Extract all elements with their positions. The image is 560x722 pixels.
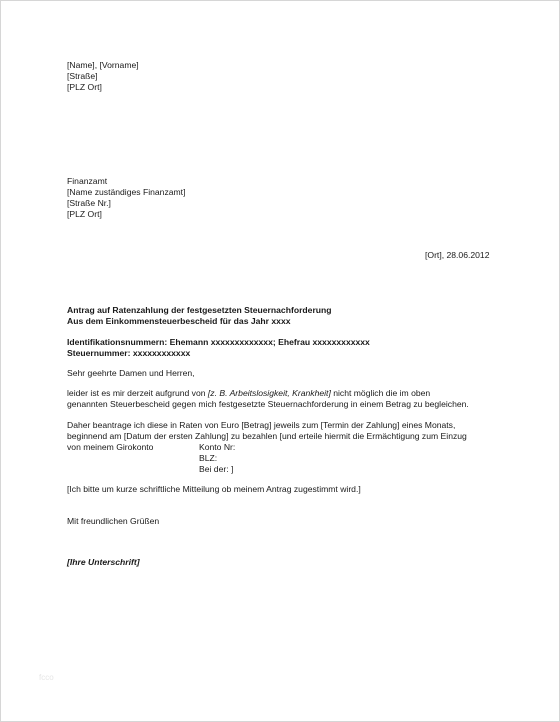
paragraph-2-line-2: beginnend am [Datum der ersten Zahlung] zu bezahlen [und erteile hiermit die Ermächtigung zum Einzug [67,431,467,441]
recipient-city: [PLZ Ort] [67,209,102,219]
identification-numbers: Identifikationsnummern: Ehemann xxxxxxxxxxxxx; Ehefrau xxxxxxxxxxxx [67,337,370,347]
sender-city: [PLZ Ort] [67,82,102,92]
paragraph-1-line-1 [67,388,430,399]
sender-street: [Straße] [67,71,98,81]
paragraph-2-line-3: von meinem Girokonto [67,442,154,452]
date-line: [Ort], 28.06.2012 [425,250,490,260]
paragraph-1-text: leider ist es mir derzeit aufgrund von [67,388,208,398]
tax-number: Steuernummer: xxxxxxxxxxxx [67,348,191,358]
watermark: fcco [39,673,54,682]
recipient-office-name: [Name zuständiges Finanzamt] [67,187,186,197]
recipient-street: [Straße Nr.] [67,198,111,208]
paragraph-1-line-2: genannten Steuerbescheid gegen mich festgesetzte Steuernachforderung in einem Betrag zu begleichen. [67,399,469,409]
subject-line-2: Aus dem Einkommensteuerbescheid für das Jahr xxxx [67,316,291,326]
paragraph-1-text-end: nicht möglich die im oben [330,388,431,398]
signature-placeholder: [Ihre Unterschrift] [67,557,140,567]
recipient-office: Finanzamt [67,176,108,186]
bank-code-label: BLZ: [199,453,218,463]
request-note: [Ich bitte um kurze schriftliche Mitteilung ob meinem Antrag zugestimmt wird.] [67,484,361,494]
closing: Mit freundlichen Grüßen [67,516,160,526]
bank-account-label: Konto Nr: [199,442,236,452]
sender-name: [Name], [Vorname] [67,60,139,70]
reason-placeholder: [z. B. Arbeitslosigkeit, Krankheit] [207,388,331,398]
salutation: Sehr geehrte Damen und Herren, [67,368,195,378]
subject-line-1: Antrag auf Ratenzahlung der festgesetzten Steuernachforderung [67,305,332,315]
paragraph-2-line-1: Daher beantrage ich diese in Raten von Euro [Betrag] jeweils zum [Termin der Zahlung] eines Monats, [67,420,456,430]
bank-name-label: Bei der: ] [199,464,234,474]
